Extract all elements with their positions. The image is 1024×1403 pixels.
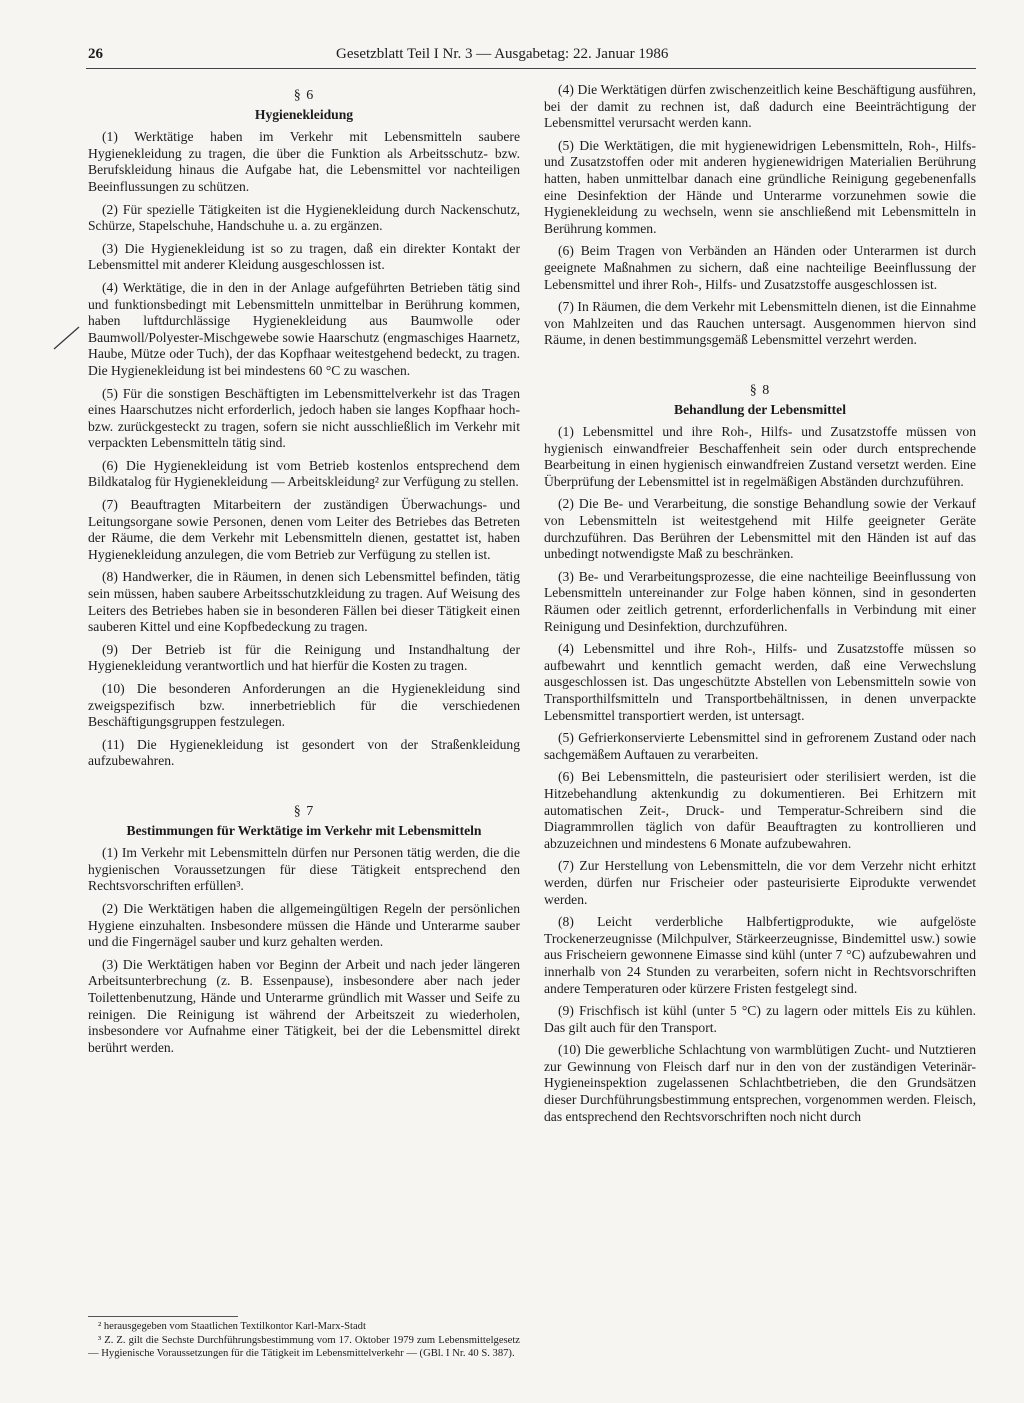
running-header: Gesetzblatt Teil I Nr. 3 — Ausgabetag: 22. Januar 1986 xyxy=(336,46,669,62)
paragraph: (10) Die besonderen Anforderungen an die Hygienekleidung sind zweigspezifisch bzw. innerbetrieblich für die verschiedenen Beschäftigungsgruppen festzulegen. xyxy=(88,681,520,730)
paragraph: (5) Die Werktätigen, die mit hygienewidrigen Lebensmitteln, Roh-, Hilfs- und Zusatzstoffen oder mit anderen hygienewidrigen Materialien Berührung hatten, haben unmittelbar danach eine gründliche Reinigung gegebenenfalls eine Desinfektion der Hände und Unterarme vorzunehmen sowie die Hygienekleidung zu wechseln, wenn sie anschließend mit Lebensmitteln in Berührung kommen. xyxy=(544,137,976,236)
paragraph: (5) Gefrierkonservierte Lebensmittel sind in gefrorenem Zustand oder nach sachgemäßem Auftauen zu verarbeiten. xyxy=(544,730,976,762)
footnote: ² herausgegeben vom Staatlichen Textilkontor Karl-Marx-Stadt xyxy=(98,1321,366,1332)
footnote-rule xyxy=(88,1316,238,1317)
section-number: § 8 xyxy=(749,382,771,398)
paragraph: (3) Die Werktätigen haben vor Beginn der Arbeit und nach jeder längeren Arbeitsunterbrechung (z. B. Essenpause), insbesondere aber nach jeder Toilettenbenutzung, Hände und Unterarme gründlich mit Wasser und Seife zu reinigen. Die Reinigung ist während der Arbeitszeit zu wiederholen, insbesondere vor Aufnahme einer Tätigkeit, bei der die Lebensmittel direkt berührt werden. xyxy=(88,956,520,1055)
header-rule xyxy=(86,68,976,69)
section-gap xyxy=(88,776,520,798)
footnotes xyxy=(88,1310,520,1362)
section-title: Behandlung der Lebensmittel xyxy=(674,401,846,417)
paragraph: (4) Lebensmittel und ihre Roh-, Hilfs- und Zusatzstoffe müssen so aufbewahrt und kenntlich gemacht werden, daß eine Verwechslung ausgeschlossen ist. Das ungeschützte Abstellen von Lebensmitteln sowie von Transporthilfsmitteln und Transportbehältnissen, in denen unverpackte Lebensmittel transportiert werden, ist untersagt. xyxy=(544,641,976,723)
paragraph: (7) Zur Herstellung von Lebensmitteln, die vor dem Verzehr nicht erhitzt werden, dürfen nur Frischeier oder pasteurisierte Eiprodukte verwendet werden. xyxy=(544,858,976,907)
paragraph: (10) Die gewerbliche Schlachtung von warmblütigen Zucht- und Nutztieren zur Gewinnung von Fleisch darf nur in den von der zuständigen Veterinär-Hygieneinspektion zugelassenen Schlachtbetrieben, die den Grundsätzen dieser Durchführungsbestimmung entsprechen, vorgenommen werden. Fleisch, das entsprechend den Rechtsvorschriften noch nicht durch xyxy=(544,1042,976,1124)
paragraph: (6) Bei Lebensmitteln, die pasteurisiert oder sterilisiert werden, ist die Hitzebehandlung aktenkundig zu dokumentieren. Bei Erhitzern mit automatischen Zeit-, Druck- und Temperatur-Schreibern sind die Diagrammrollen täglich von dafür Beauftragten zu kontrollieren und abzuzeichnen und mindestens 6 Monate aufzubewahren. xyxy=(544,769,976,851)
paragraph: (3) Die Hygienekleidung ist so zu tragen, daß ein direkter Kontakt der Lebensmittel mit anderer Kleidung ausgeschlossen ist. xyxy=(88,240,520,273)
paragraph: (5) Für die sonstigen Beschäftigten im Lebensmittelverkehr ist das Tragen eines Haarschutzes nicht erforderlich, jedoch haben sie langes Kopfhaar hoch- bzw. zurückgesteckt zu tragen, sofern sie nicht ausschließlich im Verkehr mit verpackten Lebensmitteln tätig sind. xyxy=(88,385,520,451)
section-number: § 7 xyxy=(293,803,315,819)
paragraph: (6) Die Hygienekleidung ist vom Betrieb kostenlos entsprechend dem Bildkatalog für Hygienekleidung — Arbeitskleidung² zur Verfügung zu stellen. xyxy=(88,457,520,490)
paragraph: (2) Die Werktätigen haben die allgemeingültigen Regeln der persönlichen Hygiene einzuhalten. Insbesondere müssen die Hände und Unterarme sauber und die Fingernägel sauber und kurz gehalten werden. xyxy=(88,900,520,950)
paragraph: (1) Im Verkehr mit Lebensmitteln dürfen nur Personen tätig werden, die die hygienischen Voraussetzungen für diese Tätigkeit entsprechend den Rechtsvorschriften erfüllen³. xyxy=(88,845,520,894)
paragraph: (1) Werktätige haben im Verkehr mit Lebensmitteln saubere Hygienekleidung zu tragen, die über die Funktion als Arbeitsschutz- bzw. Berufskleidung hinaus die Aufgabe hat, die Lebensmittel vor nachteiligen Beeinflussungen zu schützen. xyxy=(88,129,520,194)
margin-pencil-mark xyxy=(52,325,82,351)
paragraph: (4) Werktätige, die in den in der Anlage aufgeführten Betrieben tätig sind und funktionsbedingt mit Lebensmitteln unmittelbar in Berührung kommen, haben luftdurchlässige Hygienekleidung aus Baumwolle oder Baumwoll/Polyester-Mischgewebe sowie Haarschutz (engmaschiges Haarnetz, Haube, Mütze oder Tuch), der das Kopfhaar weitestgehend bedeckt, zu tragen. Die Hygienekleidung ist bei mindestens 60 °C zu waschen. xyxy=(88,279,520,378)
right-column xyxy=(544,82,976,1131)
paragraph: (1) Lebensmittel und ihre Roh-, Hilfs- und Zusatzstoffe müssen von hygienisch einwandfreier Beschaffenheit sein oder durch entsprechende Bearbeitung in einen hygienisch einwandfreien Zustand versetzt werden. Eine Überprüfung der Lebensmittel ist in regelmäßigen Abständen durchzuführen. xyxy=(544,424,976,489)
left-column xyxy=(88,82,520,1062)
section-title: Hygienekleidung xyxy=(254,106,354,122)
paragraph: (8) Handwerker, die in Räumen, in denen sich Lebensmittel befinden, tätig sein müssen, haben saubere Arbeitsschutzkleidung zu tragen. Auf Weisung des Leiters des Betriebes haben sie in besonderen Fällen bei dieser Tätigkeit einen sauberen Kittel und eine Kopfbedeckung zu tragen. xyxy=(88,569,520,635)
page-number: 26 xyxy=(88,46,103,62)
section-gap xyxy=(544,355,976,377)
paragraph: (7) Beauftragten Mitarbeitern der zuständigen Überwachungs- und Leitungsorgane sowie Personen, denen vom Leiter des Betriebes das Betreten der Räume, die dem Verkehr mit Lebensmitteln dienen, gestattet ist, haben Hygienekleidung anzulegen, die vom Betrieb zur Verfügung zu stellen ist. xyxy=(88,497,520,562)
paragraph: (9) Der Betrieb ist für die Reinigung und Instandhaltung der Hygienekleidung verantwortlich und hat hierfür die Kosten zu tragen. xyxy=(88,641,520,674)
paragraph: (2) Für spezielle Tätigkeiten ist die Hygienekleidung durch Nackenschutz, Schürze, Stapelschuhe, Handschuhe u. a. zu ergänzen. xyxy=(88,201,520,234)
footnote: ³ Z. Z. gilt die Sechste Durchführungsbestimmung vom 17. Oktober 1979 zum Lebensmittelgesetz — Hygienische Voraussetzungen für die Tätigkeit im Lebensmittelverkehr — (GBl. I Nr. 40 S. 387). xyxy=(88,1335,520,1359)
paragraph: (7) In Räumen, die dem Verkehr mit Lebensmitteln dienen, ist die Einnahme von Mahlzeiten und das Rauchen untersagt. Ausgenommen hiervon sind Räume, in denen bestimmungsgemäß Lebensmittel verzehrt werden. xyxy=(544,299,976,348)
paragraph: (6) Beim Tragen von Verbänden an Händen oder Unterarmen ist durch geeignete Maßnahmen zu sichern, daß eine nachteilige Beeinflussung der Lebensmittel und ihrer Roh-, Hilfs- und Zusatzstoffe ausgeschlossen ist. xyxy=(544,243,976,292)
paragraph: (3) Be- und Verarbeitungsprozesse, die eine nachteilige Beeinflussung von Lebensmitteln untereinander zur Folge haben können, sind in gesonderten Räumen oder zeitlich getrennt, erforderlichenfalls in Verbindung mit einer Reinigung und Desinfektion, durchzuführen. xyxy=(544,568,976,634)
paragraph: (11) Die Hygienekleidung ist gesondert von der Straßenkleidung aufzubewahren. xyxy=(88,736,520,769)
paragraph: (9) Frischfisch ist kühl (unter 5 °C) zu lagern oder mittels Eis zu kühlen. Das gilt auch für den Transport. xyxy=(544,1003,976,1035)
paragraph: (8) Leicht verderbliche Halbfertigprodukte, wie aufgelöste Trockenerzeugnisse (Milchpulver, Stärkeerzeugnisse, Bindemittel usw.) sowie aus Frischeiern gewonnene Eimasse sind kühl (unter 7 °C) aufzubewahren und innerhalb von 24 Stunden zu verarbeiten, sofern nicht in Rechtsvorschriften andere Temperaturen oder kürzere Fristen festgelegt sind. xyxy=(544,914,976,996)
section-number: § 6 xyxy=(293,88,315,103)
section-title: Bestimmungen für Werktätige im Verkehr mit Lebensmitteln xyxy=(126,822,482,838)
paragraph: (4) Die Werktätigen dürfen zwischenzeitlich keine Beschäftigung ausführen, bei der damit zu rechnen ist, daß dadurch eine Beeinträchtigung der Lebensmittel verursacht werden kann. xyxy=(544,82,976,131)
paragraph: (2) Die Be- und Verarbeitung, die sonstige Behandlung sowie der Verkauf von Lebensmitteln ist weitestgehend mit Hilfe geeigneter Geräte durchzuführen. Das Berühren der Lebensmittel mit den Händen ist auf das unbedingt notwendigste Maß zu beschränken. xyxy=(544,496,976,562)
